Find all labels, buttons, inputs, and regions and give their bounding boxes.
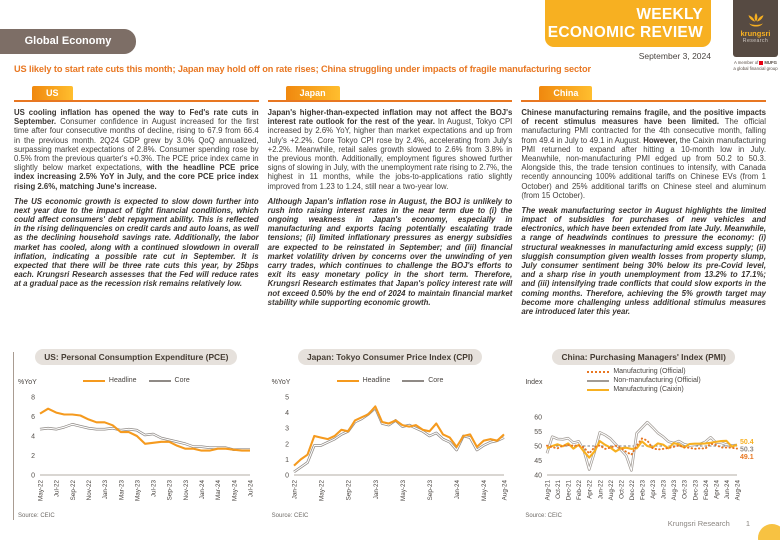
svg-text:4: 4 [31,433,35,441]
page-footer [668,519,750,528]
y-axis-unit-label: Index [525,379,543,386]
line-chart-svg [268,391,512,517]
legend-item [83,377,137,384]
svg-text:Apr-23: Apr-23 [650,480,658,499]
us-column [14,84,259,347]
svg-text:May-23: May-23 [134,480,142,501]
legend-label: Manufacturing (Caixin) [613,386,684,393]
svg-text:Jan-23: Jan-23 [102,480,110,500]
chart-body [268,367,513,519]
legend-swatch [587,380,609,382]
legend-swatch [149,380,171,382]
svg-text:50.3: 50.3 [740,446,754,454]
mufg-member-note: A member of MUFG a global financial group [733,60,778,71]
chart-body [521,367,766,519]
legend-label: Manufacturing (Official) [613,368,686,375]
svg-text:Jun-24: Jun-24 [724,480,732,500]
svg-text:Aug-24: Aug-24 [501,480,509,501]
svg-text:Apr-24: Apr-24 [713,480,721,499]
krungsri-logo [733,0,778,57]
svg-text:45: 45 [534,458,543,465]
paragraph: Although Japan's inflation rose in August, the BOJ is unlikely to rush into raising interest rates in the near term due to (i) the ongoing weakness in Japan's economy, especially in manufacturing and exports facing potentially escalating trade tensions; (ii) limited inflationary pressures as energy subsidies are expected to be reinstated in September; and (iii) financial market volatility driven by concerns over the unwinding of yen carry trades, which continues to challenge the BOJ's efforts to exit its easy monetary policy in the short term. Therefore, Krungsri Research estimates that Japan's policy interest rate will not exceed 0.50% by the end of 2024 to maintain financial market stability while supporting economic growth. [267,196,513,307]
svg-text:0: 0 [31,472,35,480]
legend-swatch [587,371,609,373]
svg-text:Nov-23: Nov-23 [182,480,190,501]
chart-legend [14,377,259,384]
report-title [545,0,711,47]
svg-text:Aug-22: Aug-22 [608,480,616,501]
svg-text:8: 8 [31,394,35,402]
svg-text:Mar-24: Mar-24 [215,480,223,500]
svg-text:3: 3 [284,425,289,433]
svg-text:Nov-22: Nov-22 [85,480,93,501]
legend-item [149,377,190,384]
chart-title: Japan: Tokyo Consumer Price Index (CPI) [298,349,482,365]
japan-cpi-chart-panel [268,349,513,519]
us-section-badge: US [32,86,73,100]
svg-text:May-23: May-23 [399,480,407,501]
svg-text:Sep-22: Sep-22 [345,480,353,501]
chart-body [14,367,259,519]
svg-text:Aug-24: Aug-24 [734,480,742,501]
us-column-text [14,108,259,289]
svg-text:Sep-23: Sep-23 [426,480,434,501]
charts-row [14,349,766,519]
source-note: Source: CEIC [271,513,309,519]
source-note: Source: CEIC [18,513,55,519]
svg-text:Oct-21: Oct-21 [555,480,563,499]
china-pmi-chart-panel [521,349,766,519]
legend-item [587,386,700,393]
japan-column [268,84,513,347]
svg-text:Oct-22: Oct-22 [618,480,626,499]
svg-text:Jun-22: Jun-22 [597,480,605,500]
svg-text:0: 0 [284,472,289,480]
svg-text:Sep-22: Sep-22 [69,480,77,501]
paragraph: Japan's higher-than-expected inflation may not affect the BOJ's interest rate outlook for the rest of the year. In August, Tokyo CPI increased by 2.6% YoY, higher than market expectations and up from July's +2.2%. Core Tokyo CPI rose by 2.4%, accelerating from July's +2.2%. Meanwhile, retail sales growth slowed to 2.6% from 3.8% in the previous month. Additionally, employment figures showed further signs of slowing in July, with the unemployment rate rising to 2.7%, the highest in 11 months, while the jobs-to-applications ratio slightly improved from 1.23 to 1.24, still near a two-year low. [267,108,513,191]
svg-text:Aug-23: Aug-23 [671,480,679,501]
report-title-line1: WEEKLY [636,6,703,24]
svg-text:Feb-24: Feb-24 [703,480,711,500]
chart-title: China: Purchasing Managers' Index (PMI) [552,349,734,365]
china-section-badge: China [539,86,592,100]
svg-text:60: 60 [534,414,543,422]
y-axis-unit-label: %YoY [271,379,291,386]
legend-item [587,368,700,375]
svg-text:4: 4 [284,410,289,418]
us-pce-chart-panel [14,349,259,519]
china-column-text [521,108,766,316]
legend-item [587,377,700,384]
page-number: 1 [745,519,750,528]
legend-label: Headline [362,377,391,384]
paragraph: US cooling inflation has opened the way to Fed's rate cuts in September. Consumer confidence in August increased for the first time after four consecutive months of decline, rising to 67.9 from 66.4 in the previous month. 2Q24 GDP grew by 3.0% QoQ annualized, surpassing market expectations of 2.8%. Consumer spending rose by 0.5% from the previous quarter's +0.3%. The PCE price index came in slightly below market expectations, with the headline PCE price index increasing 2.5% YoY in July, and the core PCE price index rising 2.6%, matching June's increase. [14,108,259,191]
svg-text:50.4: 50.4 [740,438,754,446]
svg-text:55: 55 [534,429,543,436]
svg-text:Apr-22: Apr-22 [587,480,595,499]
svg-text:May-24: May-24 [480,480,488,501]
svg-text:May-24: May-24 [231,480,239,501]
svg-text:Jul-23: Jul-23 [150,480,158,498]
krungsri-lotus-icon [746,13,766,28]
svg-text:Jul-22: Jul-22 [53,480,61,498]
svg-text:Dec-23: Dec-23 [692,480,700,501]
source-note: Source: CEIC [525,513,563,519]
svg-text:50: 50 [534,443,543,451]
logo-sub-text: Research [742,38,769,44]
paragraph: The weak manufacturing sector in August highlights the limited impact of subsidies for purchases of new vehicles and electronics, which have been extended from late July. Meanwhile, a range of headwinds continues to pressure the economy: (i) structural weaknesses in manufacturing amid excess supply; (ii) sluggish consumption given wealth losses from property slump, July consumer sentiment being 30% below its pre-Covid level, and a sharp rise in youth unemployment from 13.2% to 17.1%; and (iii) intensifying trade conflicts that could slow exports in the coming months. Therefore, achieving the 5% growth target may become more challenging unless additional stimulus measures are introduced later this year. [521,205,766,316]
svg-text:Feb-22: Feb-22 [576,480,584,500]
legend-swatch [587,389,609,391]
legend-label: Core [428,377,444,384]
svg-text:Oct-23: Oct-23 [682,480,690,499]
japan-column-text [268,108,513,307]
legend-swatch [402,380,424,382]
category-badge: Global Economy [0,29,136,54]
svg-text:Jan-23: Jan-23 [372,480,380,500]
svg-text:May-22: May-22 [318,480,326,501]
legend-item [402,377,443,384]
chart-legend [587,368,700,393]
line-chart-svg [521,413,765,517]
svg-text:5: 5 [284,394,289,402]
svg-text:Dec-21: Dec-21 [565,480,573,501]
svg-text:Mar-23: Mar-23 [118,480,126,500]
logo-brand-text: krungsri [740,29,771,38]
report-title-line2: ECONOMIC REVIEW [547,23,703,41]
svg-text:6: 6 [31,414,35,421]
corner-circle-decoration [758,524,780,540]
svg-text:Jun-23: Jun-23 [660,480,668,500]
japan-section-badge: Japan [286,86,340,100]
svg-text:Jan-22: Jan-22 [291,480,299,500]
svg-text:May-22: May-22 [37,480,45,501]
svg-text:49.1: 49.1 [740,453,754,461]
svg-text:2: 2 [31,453,35,460]
svg-text:40: 40 [534,472,543,480]
japan-badge-row [268,84,513,102]
chart-legend [268,377,513,384]
chart-title: US: Personal Consumption Expenditure (PCE) [35,349,237,365]
y-axis-unit-label: %YoY [18,379,37,386]
paragraph: The US economic growth is expected to slow down further into next year due to the impact of tight financial conditions, which could affect consumers' debt repayment ability. This is reflected in the rising delinquencies on credit cards and auto loans, as well as the declining household savings rate. Additionally, the labor market has cooled, along with a continued slowdown in overall inflation, indicating a possible rate cut in September. It is expected that there will be three rate cuts this year, by 25bps each. Krungsri Research assesses that the Fed will reduce rates at a gradual pace as the recession risk remains relatively low. [14,196,259,289]
svg-text:Jan-24: Jan-24 [453,480,461,500]
china-column [521,84,766,347]
country-columns [14,84,766,347]
report-date: September 3, 2024 [638,51,711,61]
svg-text:1: 1 [284,456,289,464]
svg-text:Jan-24: Jan-24 [199,480,207,500]
svg-text:Dec-22: Dec-22 [629,480,637,501]
svg-text:2: 2 [284,441,289,449]
svg-text:Feb-23: Feb-23 [639,480,647,500]
page-headline: US likely to start rate cuts this month; Japan may hold off on rate rises; China struggling under impacts of fragile manufacturing sector [14,64,591,74]
legend-label: Core [174,377,190,384]
legend-swatch [337,380,359,382]
svg-text:Jul-24: Jul-24 [247,480,255,498]
us-badge-row [14,84,259,102]
legend-swatch [83,380,105,382]
line-chart-svg [14,391,258,517]
legend-label: Headline [108,377,137,384]
svg-text:Aug-21: Aug-21 [544,480,552,501]
legend-item [337,377,391,384]
paragraph: Chinese manufacturing remains fragile, and the positive impacts of recent stimulus measures have been limited. The official manufacturing PMI contracted for the 4th consecutive month, falling from 49.4 in July to 49.1 in August. However, the Caixin manufacturing PMI returned to expand after hitting a 10-month low in July. Meanwhile, non-manufacturing PMI edged up from 50.2 to 50.3. Alongside this, the trade tension continues to intensify, with Canada recently announcing 100% additional tariffs on Chinese EVs (from 1 October) and 25% additional tariffs on Chinese steel and aluminum (from 15 October). [521,108,766,200]
svg-text:Sep-23: Sep-23 [166,480,174,501]
china-badge-row [521,84,766,102]
legend-label: Non-manufacturing (Official) [613,377,701,384]
footer-brand: Krungsri Research [667,519,730,528]
